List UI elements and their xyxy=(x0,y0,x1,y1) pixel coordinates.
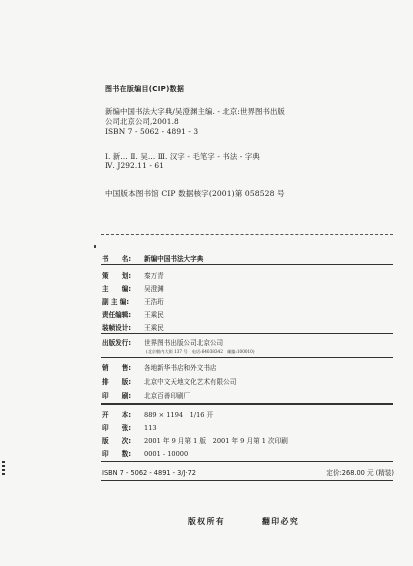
info-row-planner xyxy=(102,270,164,280)
info-value: 0001 - 10000 xyxy=(144,450,189,458)
binding-edge-marks xyxy=(2,461,6,477)
cip-line-title: 新编中国书法大字典/吴澄渊主编. - 北京:世界图书出版 xyxy=(105,107,285,116)
cip-heading: 图书在版编目(CIP)数据 xyxy=(105,85,185,93)
info-row-print-run xyxy=(102,448,188,458)
info-label: 开 本: xyxy=(102,411,132,419)
cip-line-subjects: Ⅰ. 新… Ⅱ. 吴… Ⅲ. 汉字 - 毛笔字 - 书法 - 字典 xyxy=(105,152,260,161)
info-value: 各地新华书店和外文书店 xyxy=(144,364,217,372)
divider xyxy=(101,461,393,462)
divider xyxy=(101,333,393,334)
info-value: 113 xyxy=(144,424,157,432)
isbn-number: ISBN 7 - 5062 - 4891 - 3/J·72 xyxy=(102,469,196,477)
info-value: 新编中国书法大字典 xyxy=(144,255,204,263)
cip-line-classification: Ⅳ. J292.11 - 61 xyxy=(105,161,165,170)
info-label: 策 划: xyxy=(102,272,132,280)
info-row-typesetting xyxy=(102,376,236,386)
info-label: 排 版: xyxy=(102,378,132,386)
info-value: 世界图书出版公司北京公司 xyxy=(144,339,224,347)
info-value: 王浩珩 xyxy=(144,298,164,306)
cip-line-publisher: 公司北京公司,2001.8 xyxy=(105,117,179,126)
isbn-price-row xyxy=(102,467,394,477)
info-row-publisher xyxy=(102,337,223,347)
info-label: 主 编: xyxy=(102,285,132,293)
info-label: 出版发行: xyxy=(102,339,132,347)
info-value: 北京中文天地文化艺术有限公司 xyxy=(144,378,237,386)
info-value: 吴澄渊 xyxy=(144,285,164,293)
info-row-deputy-editor xyxy=(102,296,164,306)
divider xyxy=(101,234,393,235)
info-row-edition xyxy=(102,435,288,445)
info-row-format xyxy=(102,409,213,419)
info-label: 责任编辑: xyxy=(102,311,132,319)
divider xyxy=(101,357,393,358)
info-label: 印 张: xyxy=(102,424,132,432)
cip-line-isbn: ISBN 7 - 5062 - 4891 - 3 xyxy=(105,127,199,136)
divider xyxy=(101,264,393,265)
info-label: 副 主 编: xyxy=(102,298,130,306)
info-row-printing xyxy=(102,390,190,400)
no-reprint-notice: 翻印必究 xyxy=(262,517,300,526)
divider xyxy=(101,480,393,481)
info-row-title xyxy=(102,253,203,263)
info-row-responsible-editor xyxy=(102,309,164,319)
rights-reserved: 版权所有 xyxy=(188,517,226,526)
info-value: 王乘民 xyxy=(144,324,164,332)
ink-mark xyxy=(94,245,96,248)
info-label: 装帧设计: xyxy=(102,324,132,332)
publisher-address: (北京朝内大街 137 号 电话:64038342 邮编:100010) xyxy=(146,349,255,354)
info-row-sheets xyxy=(102,422,157,432)
info-label: 书 名: xyxy=(102,255,132,263)
info-value: 2001 年 9 月第 1 版 2001 年 9 月第 1 次印刷 xyxy=(144,437,288,445)
info-value: 王乘民 xyxy=(144,311,164,319)
info-value: 秦万青 xyxy=(144,272,164,280)
info-value: 889 × 1194 1/16 开 xyxy=(144,411,214,419)
info-label: 印 数: xyxy=(102,450,132,458)
info-label: 销 售: xyxy=(102,364,132,372)
info-row-editor-in-chief xyxy=(102,283,164,293)
info-row-distribution xyxy=(102,362,217,372)
info-row-designer xyxy=(102,322,164,332)
info-label: 印 刷: xyxy=(102,392,132,400)
info-value: 北京百善印刷厂 xyxy=(144,392,191,400)
cip-line-record-number: 中国版本图书馆 CIP 数据核字(2001)第 058528 号 xyxy=(105,189,285,198)
divider xyxy=(101,403,393,405)
info-label: 版 次: xyxy=(102,437,132,445)
price: 定价:268.00 元 (精装) xyxy=(326,469,394,477)
